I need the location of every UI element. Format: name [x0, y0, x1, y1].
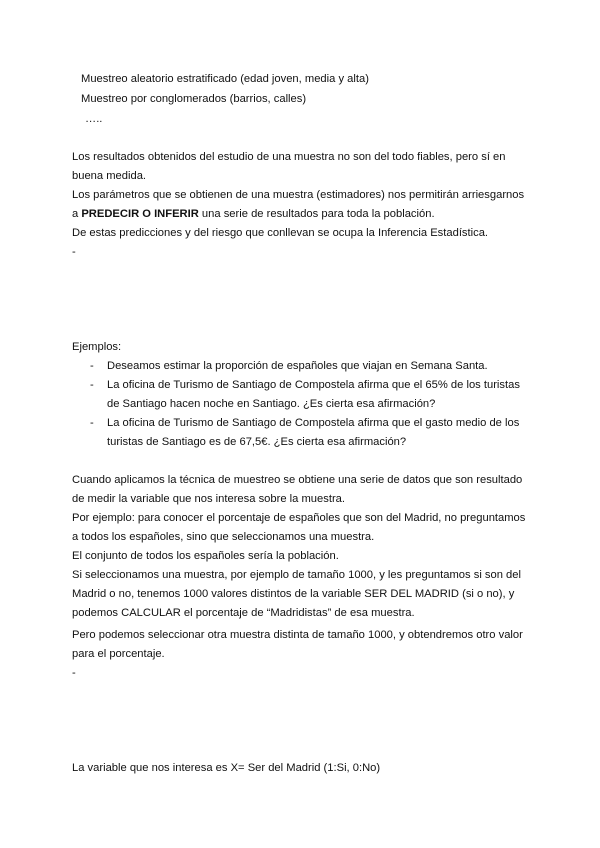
para2-line: para el porcentaje.: [72, 648, 165, 660]
example-item-cont: turistas de Santiago es de 67,5€. ¿Es cierta esa afirmación?: [107, 436, 407, 448]
predecir-inferir-emphasis: PREDECIR O INFERIR: [81, 208, 199, 220]
examples-heading: Ejemplos:: [72, 341, 122, 353]
para1-line-bold: [72, 207, 435, 221]
para2-line: Madrid o no, tenemos 1000 valores distintos de la variable SER DEL MADRID (si o no), y: [72, 588, 515, 600]
example-item: La oficina de Turismo de Santiago de Compostela afirma que el gasto medio de los: [107, 417, 520, 429]
para1-line: Los parámetros que se obtienen de una muestra (estimadores) nos permitirán arriesgarnos: [72, 189, 525, 201]
para2-line: Si seleccionamos una muestra, por ejemplo de tamaño 1000, y les preguntamos si son del: [72, 569, 521, 581]
example-item: Deseamos estimar la proporción de españoles que viajan en Semana Santa.: [107, 360, 488, 372]
para1-post: una serie de resultados para toda la población.: [198, 208, 435, 220]
separator-dash: -: [72, 667, 76, 679]
para2-line: de medir la variable que nos interesa sobre la muestra.: [72, 493, 345, 505]
para2-line: Cuando aplicamos la técnica de muestreo se obtiene una serie de datos que son resultado: [72, 474, 523, 486]
para1-pre: a: [72, 208, 82, 220]
sampling-item-stratified: Muestreo aleatorio estratificado (edad joven, media y alta): [81, 73, 369, 85]
para1-line: De estas predicciones y del riesgo que conllevan se ocupa la Inferencia Estadística.: [72, 227, 489, 239]
variable-definition: La variable que nos interesa es X= Ser del Madrid (1:Si, 0:No): [72, 762, 381, 774]
bullet-dash: -: [90, 379, 94, 391]
sampling-ellipsis: …..: [85, 113, 103, 125]
sampling-item-clusters: Muestreo por conglomerados (barrios, calles): [81, 93, 307, 105]
para2-line: Por ejemplo: para conocer el porcentaje de españoles que son del Madrid, no preguntamos: [72, 512, 526, 524]
separator-dash: -: [72, 246, 76, 258]
para1-line: buena medida.: [72, 170, 147, 182]
para2-line: Pero podemos seleccionar otra muestra distinta de tamaño 1000, y obtendremos otro valor: [72, 629, 523, 641]
para1-line: Los resultados obtenidos del estudio de una muestra no son del todo fiables, pero sí en: [72, 151, 506, 163]
para2-line: a todos los españoles, sino que seleccionamos una muestra.: [72, 531, 375, 543]
example-item: La oficina de Turismo de Santiago de Compostela afirma que el 65% de los turistas: [107, 379, 520, 391]
para2-line: podemos CALCULAR el porcentaje de “Madridistas” de esa muestra.: [72, 607, 415, 619]
example-item-cont: de Santiago hacen noche en Santiago. ¿Es cierta esa afirmación?: [107, 398, 436, 410]
bullet-dash: -: [90, 417, 94, 429]
bullet-dash: -: [90, 360, 94, 372]
para2-line: El conjunto de todos los españoles sería la población.: [72, 550, 339, 562]
